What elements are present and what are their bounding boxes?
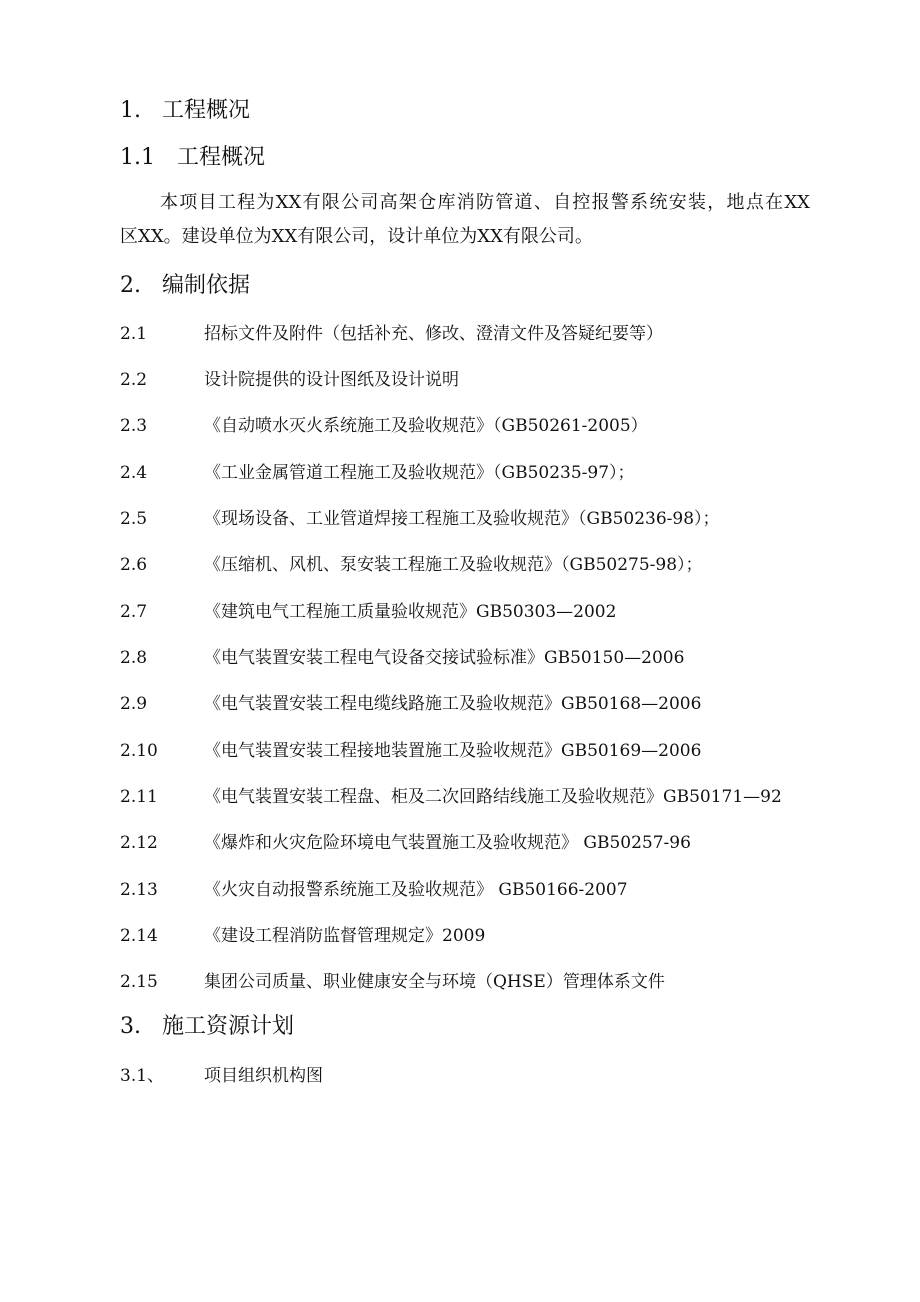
item-text: 《电气装置安装工程电缆线路施工及验收规范》GB50168—2006 — [204, 694, 702, 714]
item-text: 《爆炸和火灾危险环境电气装置施工及验收规范》 GB50257-96 — [204, 833, 691, 853]
heading-number: 1.1 — [120, 145, 155, 170]
item-text: 招标文件及附件（包括补充、修改、澄清文件及答疑纪要等） — [204, 324, 663, 344]
item-text: 《压缩机、风机、泵安装工程施工及验收规范》（GB50275-98）； — [204, 555, 703, 575]
list-item — [120, 1064, 323, 1088]
heading-section-3 — [120, 1012, 294, 1042]
item-text: 《建设工程消防监督管理规定》2009 — [204, 926, 486, 946]
item-text: 《火灾自动报警系统施工及验收规范》 GB50166-2007 — [204, 880, 628, 900]
item-number: 2.2 — [120, 370, 148, 390]
item-number: 2.7 — [120, 602, 148, 622]
heading-number: 2. — [120, 273, 141, 298]
list-item — [120, 553, 703, 577]
item-text: 《自动喷水灭火系统施工及验收规范》（GB50261-2005） — [204, 416, 648, 436]
item-text: 《工业金属管道工程施工及验收规范》（GB50235-97）； — [204, 463, 635, 483]
list-item — [120, 739, 701, 763]
item-number: 2.12 — [120, 833, 158, 853]
item-number: 2.13 — [120, 880, 158, 900]
item-text: 《电气装置安装工程接地装置施工及验收规范》GB50169—2006 — [204, 741, 702, 761]
list-item — [120, 970, 665, 994]
item-number: 2.11 — [120, 787, 158, 807]
project-overview-paragraph — [120, 186, 810, 254]
list-item — [120, 692, 701, 716]
list-item — [120, 600, 616, 624]
list-item — [120, 322, 663, 346]
item-text: 《建筑电气工程施工质量验收规范》GB50303—2002 — [204, 602, 617, 622]
list-item — [120, 878, 628, 902]
item-number: 2.10 — [120, 741, 158, 761]
list-item — [120, 368, 459, 392]
item-number: 2.6 — [120, 555, 148, 575]
item-number: 2.4 — [120, 463, 148, 483]
heading-title: 工程概况 — [162, 98, 251, 123]
list-item — [120, 507, 720, 531]
list-item — [120, 831, 691, 855]
heading-title: 工程概况 — [177, 145, 266, 170]
paragraph-line: 本项目工程为XX有限公司高架仓库消防管道、自控报警系统安装，地点在XX — [160, 192, 810, 213]
item-text: 《电气装置安装工程盘、柜及二次回路结线施工及验收规范》GB50171—92 — [204, 787, 782, 807]
item-number: 2.15 — [120, 972, 158, 992]
item-number: 2.5 — [120, 509, 148, 529]
heading-number: 3. — [120, 1014, 141, 1039]
heading-section-1-1 — [120, 143, 265, 173]
item-text: 集团公司质量、职业健康安全与环境（QHSE）管理体系文件 — [204, 972, 665, 992]
item-number: 2.14 — [120, 926, 158, 946]
heading-title: 施工资源计划 — [162, 1014, 295, 1039]
item-text: 设计院提供的设计图纸及设计说明 — [204, 370, 459, 390]
heading-section-2 — [120, 271, 250, 301]
list-item — [120, 924, 485, 948]
heading-section-1 — [120, 96, 250, 126]
item-number: 2.3 — [120, 416, 148, 436]
item-number: 3.1、 — [120, 1066, 165, 1086]
list-item — [120, 461, 635, 485]
item-text: 《现场设备、工业管道焊接工程施工及验收规范》（GB50236-98）； — [204, 509, 720, 529]
item-number: 2.1 — [120, 324, 148, 344]
paragraph-line: 区XX。建设单位为XX有限公司，设计单位为XX有限公司。 — [120, 226, 593, 247]
item-text: 《电气装置安装工程电气设备交接试验标准》GB50150—2006 — [204, 648, 685, 668]
list-item — [120, 785, 782, 809]
list-item — [120, 414, 648, 438]
heading-title: 编制依据 — [162, 273, 251, 298]
item-number: 2.8 — [120, 648, 148, 668]
list-item — [120, 646, 684, 670]
item-number: 2.9 — [120, 694, 148, 714]
item-text: 项目组织机构图 — [204, 1066, 323, 1086]
heading-number: 1. — [120, 98, 141, 123]
